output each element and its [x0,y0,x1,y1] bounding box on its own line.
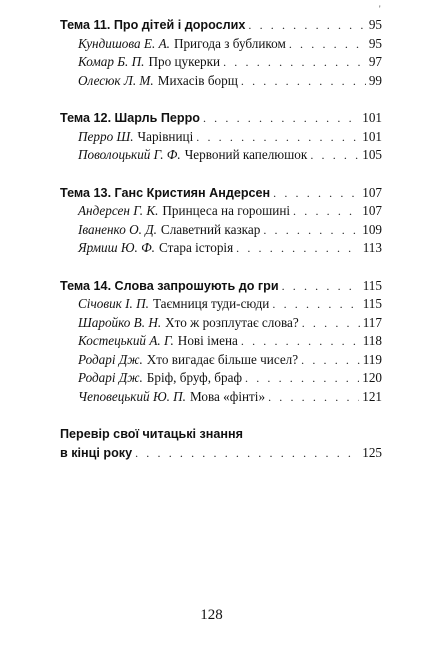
dot-leader [135,444,359,463]
dot-leader [293,202,359,221]
toc-topic-row [60,444,382,463]
topic-title: Тема 14. Слова запрошують до гри [60,278,279,293]
page-number: 121 [362,388,382,404]
entry-author: Костецький А. Г. [78,333,174,348]
dot-leader [241,332,360,351]
toc-entry-row [60,35,382,54]
page-number: 125 [362,444,382,460]
page-number: 118 [362,333,382,348]
topic-title: Тема 13. Ганс Кристиян Андерсен [60,185,271,200]
dot-leader [301,351,360,370]
entry-author: Перро Ш. [78,128,134,144]
toc-entry-row [60,332,382,351]
entry-title: Червоний капелюшок [184,147,308,162]
corner-mark: ' [379,4,381,14]
entry-title: Про цукерки [148,54,221,69]
entry-author: Комар Б. П. [78,54,145,69]
toc-section-12 [60,109,382,165]
dot-leader [263,221,359,240]
toc-section-11 [60,16,382,90]
dot-leader [310,146,359,165]
final-topic-line2: в кінці року [60,445,133,460]
entry-title: Славетний казкар [160,221,261,237]
dot-leader [268,388,359,407]
page-number: 99 [368,72,382,88]
entry-author: Родарі Дж. [78,351,143,367]
toc-entry-row [60,202,382,221]
entry-author: Шаройко В. Н. [78,314,162,330]
page-number: 107 [362,184,382,200]
toc-section-14 [60,277,382,407]
entry-title: Стара історія [158,240,234,255]
table-of-contents [60,16,382,462]
entry-author: Родарі Дж. [78,370,143,385]
page-number: 115 [362,277,382,293]
entry-title: Хто вигадає більше чисел? [146,351,299,367]
toc-entry-row [60,351,382,370]
page-number: 105 [362,147,382,162]
page-number: 107 [362,203,382,218]
page-footer-number: 128 [200,607,223,623]
page-number: 97 [368,54,382,69]
dot-leader [272,295,359,314]
entry-author: Іваненко О. Д. [78,221,157,237]
toc-entry-row [60,128,382,147]
dot-leader [282,277,360,296]
entry-title: Бріф, бруф, браф [146,370,242,385]
entry-title: Принцеса на горошині [162,203,291,218]
entry-title: Нові імена [177,333,238,348]
dot-leader [245,369,359,388]
toc-entry-row [60,388,382,407]
dot-leader [223,53,366,72]
dot-leader [248,16,365,35]
topic-title: Тема 11. Про дітей і дорослих [60,18,246,32]
page-number: 101 [362,128,382,144]
entry-title: Хто ж розплутає слова? [165,314,299,330]
entry-author: Ярмиш Ю. Ф. [78,240,155,255]
page-number: 120 [362,370,382,385]
toc-topic-row [60,109,382,128]
entry-title: Чарівниці [137,128,194,144]
page-number: 95 [368,17,382,32]
page-number: 113 [362,240,382,255]
dot-leader [289,35,366,54]
dot-leader [236,239,360,258]
toc-topic-row [60,16,382,35]
toc-entry-row [60,146,382,165]
toc-topic-row [60,277,382,296]
page-number: 95 [368,35,382,51]
toc-entry-row [60,369,382,388]
entry-author: Чеповецький Ю. П. [78,388,186,404]
entry-title: Мова «фінті» [189,388,266,404]
dot-leader [302,314,360,333]
topic-title: Тема 12. Шарль Перро [60,111,200,125]
entry-author: Поволоцький Г. Ф. [78,147,181,162]
entry-title: Пригода з бубликом [173,35,286,51]
page-number: 109 [362,221,382,237]
dot-leader [241,72,366,91]
entry-title: Михасів борщ [157,72,238,88]
final-topic-line1: Перевір свої читацькі знання [60,427,243,441]
page-number: 115 [362,296,382,311]
dot-leader [203,109,359,128]
toc-entry-row [60,53,382,72]
toc-section-13 [60,184,382,258]
toc-final-section [60,425,382,462]
toc-entry-row [60,72,382,91]
entry-author: Олесюк Л. М. [78,72,154,88]
toc-entry-row [60,295,382,314]
dot-leader [273,184,359,203]
entry-author: Січовик І. П. [78,296,149,311]
toc-entry-row [60,221,382,240]
page-number: 117 [362,314,382,330]
toc-entry-row [60,239,382,258]
page-number: 101 [362,110,382,125]
toc-topic-row [60,184,382,203]
page-number: 119 [362,351,382,367]
dot-leader [196,128,359,147]
toc-entry-row [60,314,382,333]
entry-title: Таємниця туди-сюди [152,296,270,311]
entry-author: Андерсен Г. К. [78,203,159,218]
entry-author: Кундишова Е. А. [78,35,170,51]
